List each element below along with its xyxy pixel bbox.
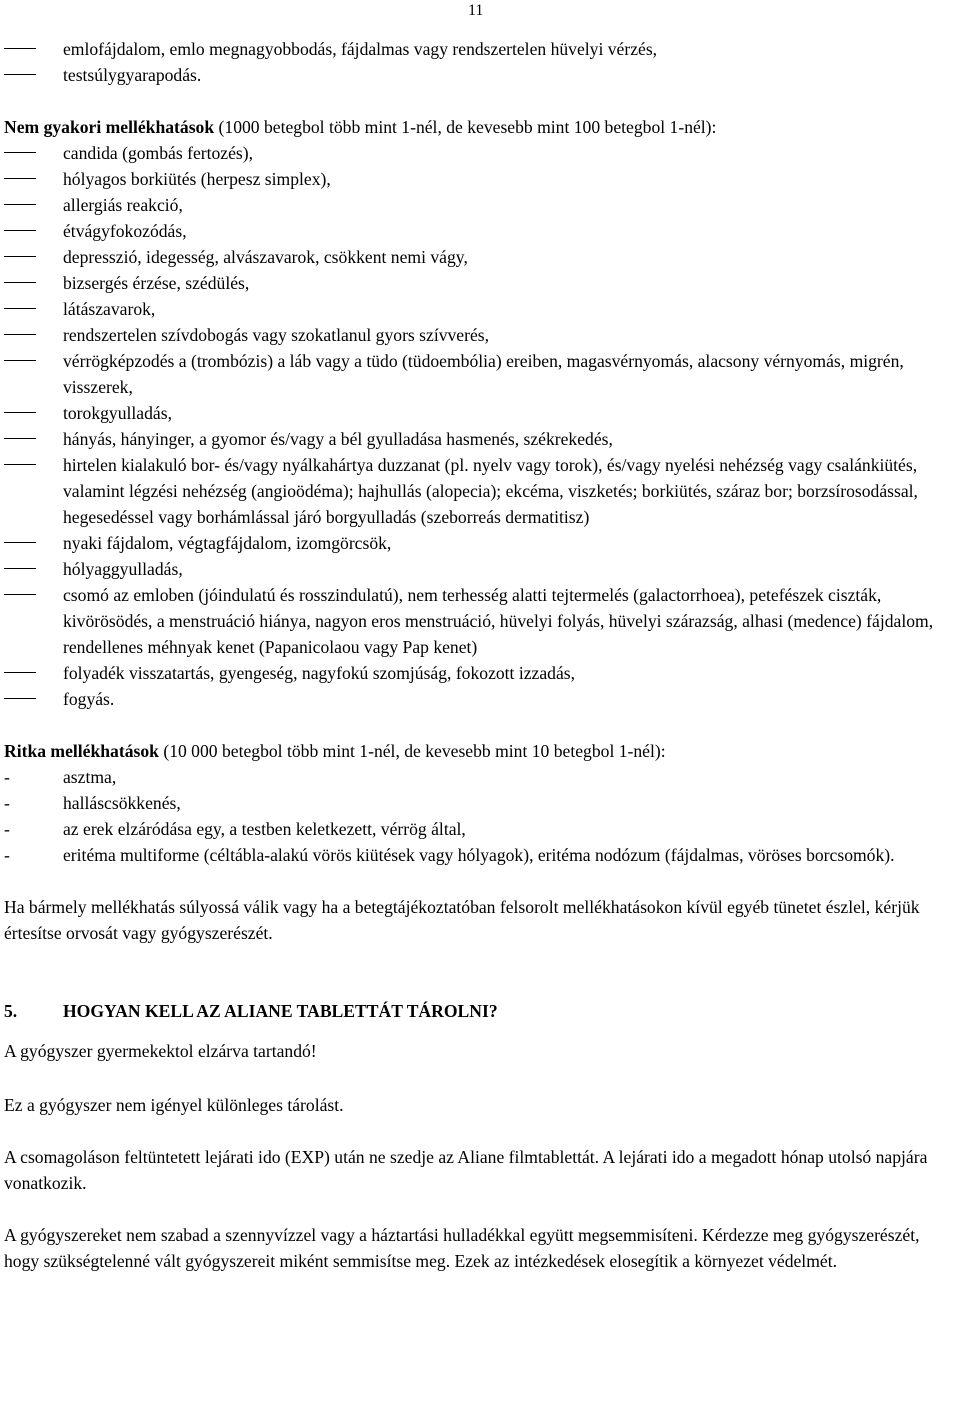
list-item — [4, 36, 956, 62]
rare-frequency: (10 000 betegbol több mint 1-nél, de kevesebb mint 10 betegbol 1-nél): — [158, 741, 666, 761]
dash-marker — [4, 698, 36, 699]
list-item — [4, 400, 956, 426]
list-item — [4, 556, 956, 582]
dash-marker — [4, 152, 36, 153]
list-item-text: folyadék visszatartás, gyengeség, nagyfokú szomjúság, fokozott izzadás, — [63, 663, 576, 683]
list-item-text: hirtelen kialakuló bor- és/vagy nyálkahártya duzzanat (pl. nyelv vagy torok), és/vagy nyelési nehézség vagy csalánkiütés, valamint légzési nehézség (angioödéma); hajhullás (alopecia); ekcéma, viszketés; borkiütés, száraz bor; borzsírosodással, hegesedéssel vagy borhámlással járó borgyulladás (szeborreás dermatitisz) — [63, 455, 918, 527]
list-item-text: halláscsökkenés, — [63, 793, 181, 813]
rare-title: Ritka mellékhatások — [4, 741, 159, 761]
list-item-text: látászavarok, — [63, 299, 156, 319]
list-item — [4, 790, 956, 816]
uncommon-heading — [4, 114, 956, 140]
list-item — [4, 244, 956, 270]
dash-marker — [4, 594, 36, 595]
list-item-text: bizsergés érzése, szédülés, — [63, 273, 250, 293]
list-item — [4, 426, 956, 452]
list-item — [4, 660, 956, 686]
list-item-text: fogyás. — [63, 689, 115, 709]
dash-marker — [4, 334, 36, 335]
uncommon-title: Nem gyakori mellékhatások — [4, 117, 215, 137]
dash-marker — [4, 438, 36, 439]
list-item-text: hólyagos borkiütés (herpesz simplex), — [63, 169, 331, 189]
hyphen-marker: - — [4, 793, 10, 813]
list-item — [4, 452, 956, 530]
list-item — [4, 322, 956, 348]
list-item-text: hólyaggyulladás, — [63, 559, 183, 579]
list-item — [4, 816, 956, 842]
list-item — [4, 296, 956, 322]
list-item — [4, 530, 956, 556]
list-item — [4, 62, 956, 88]
list-item — [4, 764, 956, 790]
hyphen-marker: - — [4, 767, 10, 787]
list-item-text: asztma, — [63, 767, 117, 787]
dash-marker — [4, 204, 36, 205]
storage-paragraph: A gyógyszer gyermekektol elzárva tartandó! — [4, 1041, 317, 1061]
rare-heading — [4, 738, 956, 764]
dash-marker — [4, 568, 36, 569]
list-item-text: hányás, hányinger, a gyomor és/vagy a bél gyulladása hasmenés, székrekedés, — [63, 429, 613, 449]
dash-marker — [4, 256, 36, 257]
side-effect-notice: Ha bármely mellékhatás súlyossá válik vagy ha a betegtájékoztatóban felsorolt mellékhatásokon kívül egyéb tünetet észlel, kérjük értesítse orvosát vagy gyógyszerészét. — [4, 897, 920, 943]
dash-marker — [4, 74, 36, 75]
list-item-text: rendszertelen szívdobogás vagy szokatlanul gyors szívverés, — [63, 325, 490, 345]
list-item — [4, 582, 956, 660]
list-item-text: nyaki fájdalom, végtagfájdalom, izomgörcsök, — [63, 533, 392, 553]
dash-marker — [4, 542, 36, 543]
list-item — [4, 348, 956, 400]
list-item — [4, 686, 956, 712]
section-number: 5. — [4, 1001, 18, 1021]
dash-marker — [4, 308, 36, 309]
list-item-text: testsúlygyarapodás. — [63, 65, 202, 85]
uncommon-list — [4, 140, 956, 712]
rare-list — [4, 764, 956, 868]
list-item-text: étvágyfokozódás, — [63, 221, 187, 241]
list-item — [4, 140, 956, 166]
list-item-text: candida (gombás fertozés), — [63, 143, 254, 163]
hyphen-marker: - — [4, 845, 10, 865]
list-item-text: az erek elzáródása egy, a testben keletkezett, vérrög által, — [63, 819, 466, 839]
list-item-text: csomó az emloben (jóindulatú és rosszindulatú), nem terhesség alatti tejtermelés (galactorrhoea), petefészek ciszták, kivörösödés, a menstruáció hiánya, nagyon eros menstruáció, hüvelyi folyás, hüvelyi szárazság, alhasi (medence) fájdalom, rendellenes méhnyak kenet (Papanicolaou vagy Pap kenet) — [63, 585, 934, 657]
list-item — [4, 192, 956, 218]
section-5-heading — [4, 998, 956, 1024]
dash-marker — [4, 464, 36, 465]
disposal-paragraph: A gyógyszereket nem szabad a szennyvízzel vagy a háztartási hulladékkal együtt megsemmisíteni. Kérdezze meg gyógyszerészét, hogy szükségtelenné vált gyógyszereit miként semmisítse meg. Ezek az intézkedések elosegítik a környezet védelmét. — [4, 1225, 920, 1271]
dash-marker — [4, 412, 36, 413]
dash-marker — [4, 672, 36, 673]
dash-marker — [4, 178, 36, 179]
list-item — [4, 166, 956, 192]
list-item-text: emlofájdalom, emlo megnagyobbodás, fájdalmas vagy rendszertelen hüvelyi vérzés, — [63, 39, 658, 59]
uncommon-frequency: (1000 betegbol több mint 1-nél, de kevesebb mint 100 betegbol 1-nél): — [214, 117, 717, 137]
list-item — [4, 270, 956, 296]
list-item — [4, 218, 956, 244]
list-item — [4, 842, 956, 868]
dash-marker — [4, 230, 36, 231]
hyphen-marker: - — [4, 819, 10, 839]
list-item-text: eritéma multiforme (céltábla-alakú vörös kiütések vagy hólyagok), eritéma nodózum (fájdalmas, vöröses borcsomók). — [63, 845, 895, 865]
list-item-text: depresszió, idegesség, alvászavarok, csökkent nemi vágy, — [63, 247, 468, 267]
page-number: 11 — [468, 2, 484, 19]
storage-paragraph: Ez a gyógyszer nem igényel különleges tárolást. — [4, 1095, 344, 1115]
list-item-text: allergiás reakció, — [63, 195, 183, 215]
document-body — [4, 36, 956, 1274]
dash-marker — [4, 282, 36, 283]
section-title: HOGYAN KELL AZ ALIANE TABLETTÁT TÁROLNI? — [63, 1001, 498, 1021]
dash-marker — [4, 360, 36, 361]
list-item-text: torokgyulladás, — [63, 403, 172, 423]
dash-marker — [4, 48, 36, 49]
expiry-paragraph: A csomagoláson feltüntetett lejárati ido (EXP) után ne szedje az Aliane filmtablettát. A lejárati ido a megadott hónap utolsó napjára vonatkozik. — [4, 1147, 928, 1193]
list-item-text: vérrögképzodés a (trombózis) a láb vagy a tüdo (tüdoembólia) ereiben, magasvérnyomás, alacsony vérnyomás, migrén, visszerek, — [63, 351, 904, 397]
